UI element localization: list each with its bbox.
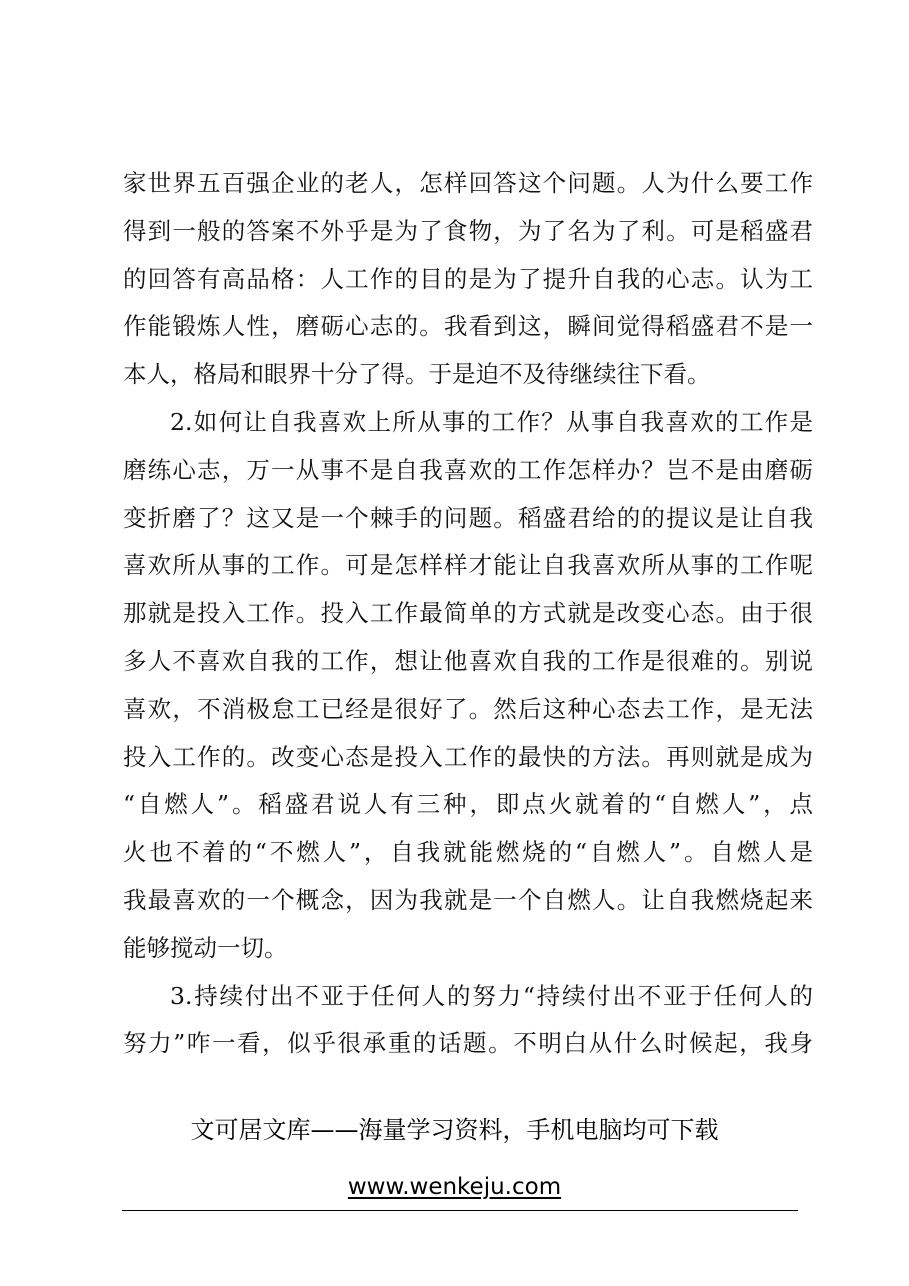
body-text <box>123 160 813 1068</box>
text-line: 变折磨了？这又是一个棘手的问题。稻盛君给的的提议是让自我 <box>123 503 813 532</box>
footer-title: 文可居文库——海量学习资料，手机电脑均可下载 <box>190 1116 719 1144</box>
text-line: 火也不着的“不燃人”，自我就能燃烧的“自燃人”。自燃人是 <box>123 838 813 867</box>
footer-url-container <box>0 1172 909 1202</box>
text-line: 那就是投入工作。投入工作最简单的方式就是改变心态。由于很 <box>123 599 813 628</box>
text-line: 的回答有高品格：人工作的目的是为了提升自我的心志。认为工 <box>123 264 813 293</box>
text-line: 努力”咋一看，似乎很承重的话题。不明白从什么时候起，我身 <box>123 1029 813 1058</box>
text-line: 投入工作的。改变心态是投入工作的最快的方法。再则就是成为 <box>123 742 813 771</box>
paragraph-start-line: 2.如何让自我喜欢上所从事的工作？从事自我喜欢的工作是 <box>170 407 813 436</box>
text-line: 本人，格局和眼界十分了得。于是迫不及待继续往下看。 <box>123 360 711 389</box>
text-line: 磨练心志，万一从事不是自我喜欢的工作怎样办？岂不是由磨砺 <box>123 455 813 484</box>
text-line: 家世界五百强企业的老人，怎样回答这个问题。人为什么要工作 <box>123 169 813 197</box>
text-line: 多人不喜欢自我的工作，想让他喜欢自我的工作是很难的。别说 <box>123 646 813 675</box>
text-line: “自燃人”。稻盛君说人有三种，即点火就着的“自燃人”，点 <box>123 790 813 819</box>
text-line: 作能锻炼人性，磨砺心志的。我看到这，瞬间觉得稻盛君不是一 <box>123 312 813 341</box>
text-line: 得到一般的答案不外乎是为了食物，为了名为了利。可是稻盛君 <box>123 216 813 245</box>
footer-divider <box>122 1210 798 1211</box>
text-line: 我最喜欢的一个概念，因为我就是一个自燃人。让自我燃烧起来 <box>123 885 813 914</box>
text-line: 能够搅动一切。 <box>123 933 288 962</box>
text-line: 喜欢所从事的工作。可是怎样样才能让自我喜欢所从事的工作呢 <box>123 551 813 580</box>
text-line: 喜欢，不消极怠工已经是很好了。然后这种心态去工作，是无法 <box>123 694 813 723</box>
footer-url-link[interactable]: www.wenkeju.com <box>347 1174 562 1200</box>
paragraph-start-line: 3.持续付出不亚于任何人的努力“持续付出不亚于任何人的 <box>170 981 813 1010</box>
